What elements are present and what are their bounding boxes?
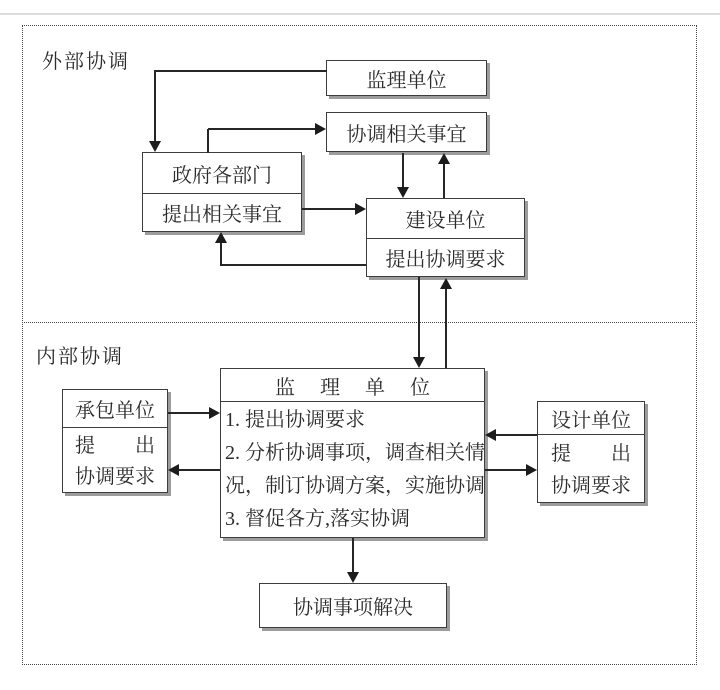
- arrowhead-into-construction-top: [397, 187, 409, 198]
- box-resolved: [259, 583, 447, 628]
- box-coordinate-matters: [326, 112, 487, 152]
- edge-designer-to-supervisor: [496, 434, 537, 436]
- edge-supervisor-internal-to-construction: [445, 289, 447, 368]
- supervisor-task-line: 况，制订协调方案，实施协调: [225, 475, 485, 497]
- arrowhead-into-construction-left: [355, 203, 366, 215]
- box-construction-title: 建设单位: [405, 210, 486, 232]
- edge-construction-to-government: [220, 264, 366, 266]
- arrowhead-into-government-bottom: [215, 232, 227, 243]
- box-designer: [537, 401, 645, 503]
- edge-government-to-coordinate: [207, 129, 209, 153]
- edge-government-to-coordinate: [208, 128, 316, 130]
- box-government-title: 政府各部门: [172, 164, 272, 187]
- arrowhead-into-supervisor-internal-top: [413, 357, 425, 368]
- box-contractor: [62, 389, 168, 493]
- section-dotted-divider: [22, 322, 695, 323]
- edge-government-to-construction: [302, 208, 356, 210]
- arrowhead-into-supervisor-left: [209, 407, 220, 419]
- arrowhead-into-designer-left: [526, 464, 537, 476]
- box-contractor-sub-line2: 协调要求: [75, 466, 155, 488]
- arrowhead-into-construction-bottom: [440, 278, 452, 289]
- box-designer-title: 设计单位: [551, 409, 631, 432]
- box-construction: [366, 198, 525, 277]
- box-designer-sub-line1: 提 出: [538, 434, 644, 467]
- edge-construction-to-government: [220, 243, 222, 265]
- box-contractor-sub-line1: 提 出: [63, 427, 167, 458]
- edge-coordinate-to-construction: [402, 153, 404, 188]
- edge-contractor-to-supervisor: [168, 412, 210, 414]
- edge-construction-to-supervisor-internal: [418, 277, 420, 358]
- edge-supervisor-to-government: [155, 70, 327, 72]
- edge-supervisor-to-government: [154, 70, 156, 142]
- box-coordinate-matters-label: 协调相关事宜: [346, 123, 467, 146]
- supervisor-task-line: 3. 督促各方,落实协调: [225, 508, 410, 530]
- edge-supervisor-to-contractor: [179, 469, 220, 471]
- edge-construction-to-coordinate: [443, 164, 445, 198]
- arrowhead-into-government-top: [149, 141, 161, 152]
- arrowhead-into-contractor-right: [168, 464, 179, 476]
- external-zone-label: 外部协调: [42, 51, 130, 73]
- box-government: [142, 152, 302, 232]
- box-supervisor-internal-list: [221, 401, 484, 533]
- box-supervisor-internal-title: 监 理 单 位: [275, 376, 440, 399]
- supervisor-task-line: 1. 提出协调要求: [225, 409, 365, 431]
- box-supervisor-external: [326, 60, 487, 96]
- box-supervisor-internal: [220, 368, 485, 538]
- supervisor-task-line: 2. 分析协调事项，调查相关情: [225, 442, 485, 464]
- box-construction-sub: 提出协调要求: [367, 238, 524, 275]
- box-contractor-title: 承包单位: [75, 400, 155, 422]
- box-supervisor-external-label: 监理单位: [366, 69, 447, 92]
- edge-supervisor-to-resolved: [352, 538, 354, 573]
- edge-supervisor-to-designer: [485, 469, 527, 471]
- arrowhead-into-resolved-top: [347, 572, 359, 583]
- arrowhead-into-coordinate-left: [315, 123, 326, 135]
- box-resolved-label: 协调事项解决: [293, 597, 413, 619]
- arrowhead-into-supervisor-right: [485, 429, 496, 441]
- box-designer-sub-line2: 协调要求: [551, 475, 631, 497]
- top-divider-line: [0, 13, 720, 15]
- arrowhead-into-coordinate-bottom: [438, 153, 450, 164]
- box-government-sub: 提出相关事宜: [143, 193, 301, 230]
- internal-zone-label: 内部协调: [36, 346, 124, 368]
